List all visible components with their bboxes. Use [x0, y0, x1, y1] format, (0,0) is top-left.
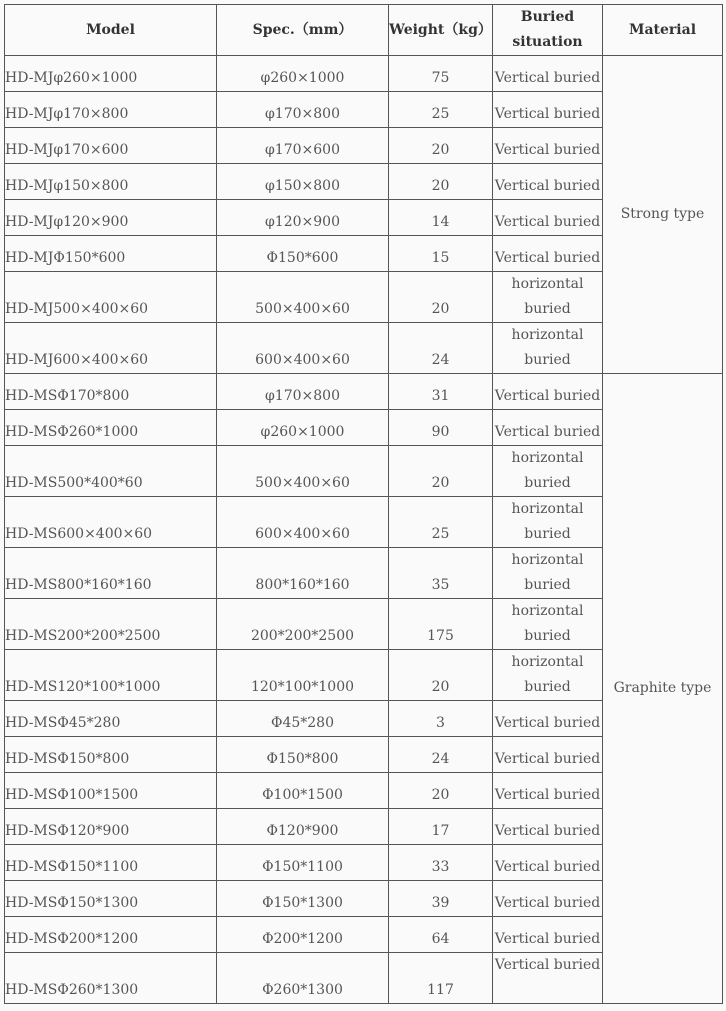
cell-model-text: HD-MJφ120×900 [5, 214, 129, 230]
cell-weight-text: 20 [431, 475, 450, 491]
cell-model [5, 809, 217, 845]
cell-model [5, 323, 217, 374]
cell-model-text: HD-MSΦ150*1100 [5, 859, 139, 875]
cell-buried-text: Vertical buried [494, 250, 601, 266]
cell-model [5, 410, 217, 446]
cell-spec [217, 599, 389, 650]
cell-weight [389, 410, 493, 446]
cell-model [5, 92, 217, 128]
cell-model [5, 497, 217, 548]
cell-buried [493, 737, 603, 773]
cell-buried-text: Vertical buried [494, 715, 601, 731]
cell-buried [493, 953, 603, 1004]
cell-buried-text: Vertical buried [494, 787, 601, 803]
cell-spec [217, 548, 389, 599]
cell-buried-text: Vertical buried [494, 859, 601, 875]
cell-buried-text: horizontal buried [511, 603, 584, 644]
cell-spec-text: φ150×800 [265, 178, 340, 194]
cell-spec [217, 446, 389, 497]
cell-spec [217, 917, 389, 953]
cell-weight [389, 809, 493, 845]
header-weight: Weight（kg） [389, 5, 493, 56]
cell-weight [389, 953, 493, 1004]
cell-weight-text: 14 [431, 214, 450, 230]
cell-weight-text: 35 [431, 577, 450, 593]
cell-buried [493, 845, 603, 881]
cell-buried-text: horizontal buried [511, 450, 584, 491]
cell-weight [389, 497, 493, 548]
header-material: Material [603, 5, 723, 56]
cell-buried-text: Vertical buried [494, 931, 601, 947]
cell-spec [217, 323, 389, 374]
cell-spec-text: 600×400×60 [255, 352, 350, 368]
cell-buried [493, 56, 603, 92]
cell-buried [493, 272, 603, 323]
cell-spec [217, 497, 389, 548]
cell-buried-text: horizontal buried [511, 276, 584, 317]
cell-spec [217, 773, 389, 809]
cell-weight [389, 128, 493, 164]
cell-model [5, 446, 217, 497]
cell-model [5, 917, 217, 953]
cell-model [5, 200, 217, 236]
cell-spec-text: Φ150*1300 [262, 895, 343, 911]
cell-model [5, 599, 217, 650]
cell-weight [389, 200, 493, 236]
cell-weight [389, 92, 493, 128]
cell-model-text: HD-MJΦ150*600 [5, 250, 126, 266]
cell-weight [389, 917, 493, 953]
cell-buried-text: Vertical buried [494, 424, 601, 440]
cell-buried [493, 809, 603, 845]
cell-spec [217, 737, 389, 773]
table-row [5, 374, 723, 410]
cell-weight [389, 773, 493, 809]
cell-buried [493, 773, 603, 809]
cell-material-graphite: Graphite type [603, 374, 723, 1004]
cell-spec-text: φ260×1000 [260, 70, 345, 86]
cell-spec [217, 92, 389, 128]
cell-spec-text: Φ150*600 [266, 250, 339, 266]
cell-model [5, 374, 217, 410]
cell-model-text: HD-MSΦ150*1300 [5, 895, 139, 911]
cell-spec [217, 410, 389, 446]
cell-weight-text: 24 [431, 751, 450, 767]
cell-model-text: HD-MS600×400×60 [5, 526, 153, 542]
cell-model-text: HD-MJφ170×600 [5, 142, 129, 158]
cell-model [5, 881, 217, 917]
cell-weight [389, 374, 493, 410]
cell-weight-text: 20 [431, 301, 450, 317]
cell-buried [493, 701, 603, 737]
cell-buried-text: Vertical buried [494, 178, 601, 194]
cell-buried [493, 446, 603, 497]
cell-weight [389, 272, 493, 323]
cell-material-strong: Strong type [603, 56, 723, 374]
cell-weight-text: 20 [431, 679, 450, 695]
cell-weight-text: 31 [431, 388, 450, 404]
cell-model-text: HD-MSΦ100*1500 [5, 787, 139, 803]
cell-model [5, 650, 217, 701]
cell-model [5, 737, 217, 773]
cell-weight [389, 548, 493, 599]
cell-buried [493, 92, 603, 128]
cell-spec-text: Φ150*800 [266, 751, 339, 767]
cell-weight-text: 24 [431, 352, 450, 368]
cell-buried-text: Vertical buried [494, 142, 601, 158]
cell-weight-text: 39 [431, 895, 450, 911]
cell-buried [493, 650, 603, 701]
cell-buried-text: horizontal buried [511, 327, 584, 368]
cell-weight [389, 737, 493, 773]
cell-model-text: HD-MSΦ260*1300 [5, 982, 139, 998]
cell-model-text: HD-MJ500×400×60 [5, 301, 149, 317]
cell-model-text: HD-MSΦ170*800 [5, 388, 130, 404]
cell-spec-text: φ170×600 [265, 142, 340, 158]
cell-spec [217, 650, 389, 701]
cell-model-text: HD-MS120*100*1000 [5, 679, 161, 695]
cell-spec-text: Φ200*1200 [262, 931, 343, 947]
cell-spec-text: Φ100*1500 [262, 787, 343, 803]
cell-model-text: HD-MJφ170×800 [5, 106, 129, 122]
cell-model-text: HD-MSΦ200*1200 [5, 931, 139, 947]
cell-weight [389, 236, 493, 272]
cell-weight-text: 20 [431, 142, 450, 158]
table-row [5, 56, 723, 92]
cell-buried-text: Vertical buried [494, 823, 601, 839]
cell-buried-text: Vertical buried [494, 895, 601, 911]
cell-spec [217, 809, 389, 845]
cell-model [5, 272, 217, 323]
cell-spec-text: φ120×900 [265, 214, 340, 230]
cell-buried-text: Vertical buried [494, 106, 601, 122]
cell-model [5, 164, 217, 200]
cell-spec-text: 500×400×60 [255, 301, 350, 317]
cell-weight-text: 33 [431, 859, 450, 875]
cell-buried [493, 497, 603, 548]
cell-model [5, 236, 217, 272]
cell-weight [389, 701, 493, 737]
cell-spec [217, 701, 389, 737]
cell-spec-text: 120*100*1000 [250, 679, 355, 695]
cell-weight-text: 25 [431, 106, 450, 122]
cell-buried [493, 410, 603, 446]
cell-buried [493, 599, 603, 650]
cell-buried-text: Vertical buried [494, 751, 601, 767]
cell-spec [217, 56, 389, 92]
cell-weight [389, 650, 493, 701]
header-row [5, 5, 723, 56]
cell-weight-text: 175 [427, 628, 454, 644]
cell-buried [493, 128, 603, 164]
cell-spec-text: Φ150*1100 [262, 859, 343, 875]
cell-model [5, 548, 217, 599]
cell-model-text: HD-MS500*400*60 [5, 475, 143, 491]
cell-model-text: HD-MJφ150×800 [5, 178, 129, 194]
cell-spec-text: Φ260*1300 [262, 982, 343, 998]
cell-spec-text: 800*160*160 [255, 577, 350, 593]
cell-spec [217, 881, 389, 917]
cell-spec-text: 600×400×60 [255, 526, 350, 542]
cell-model-text: HD-MJφ260×1000 [5, 70, 138, 86]
cell-buried-text: Vertical buried [494, 214, 601, 230]
product-spec-table [4, 4, 723, 1004]
cell-weight-text: 3 [436, 715, 445, 731]
cell-weight-text: 25 [431, 526, 450, 542]
cell-model-text: HD-MSΦ120*900 [5, 823, 130, 839]
cell-model-text: HD-MSΦ150*800 [5, 751, 130, 767]
cell-model-text: HD-MSΦ45*280 [5, 715, 121, 731]
cell-spec [217, 845, 389, 881]
cell-model-text: HD-MSΦ260*1000 [5, 424, 139, 440]
cell-weight [389, 881, 493, 917]
cell-weight-text: 64 [431, 931, 450, 947]
cell-spec-text: 500×400×60 [255, 475, 350, 491]
cell-buried [493, 917, 603, 953]
cell-spec [217, 200, 389, 236]
cell-buried [493, 548, 603, 599]
cell-spec [217, 164, 389, 200]
cell-spec-text: φ170×800 [265, 106, 340, 122]
cell-spec-text: φ170×800 [265, 388, 340, 404]
cell-model-text: HD-MJ600×400×60 [5, 352, 149, 368]
cell-weight-text: 90 [431, 424, 450, 440]
cell-weight [389, 323, 493, 374]
cell-spec [217, 374, 389, 410]
cell-buried-text: Vertical buried [494, 957, 601, 973]
header-spec: Spec.（mm） [217, 5, 389, 56]
cell-weight [389, 599, 493, 650]
cell-buried-text: Vertical buried [494, 388, 601, 404]
header-buried: Buried situation [493, 5, 603, 56]
cell-model [5, 953, 217, 1004]
cell-buried [493, 881, 603, 917]
cell-buried [493, 323, 603, 374]
cell-buried-text: horizontal buried [511, 552, 584, 593]
cell-spec-text: φ260×1000 [260, 424, 345, 440]
cell-buried [493, 200, 603, 236]
cell-spec [217, 128, 389, 164]
cell-weight-text: 117 [427, 982, 454, 998]
cell-weight-text: 15 [431, 250, 450, 266]
header-model: Model [5, 5, 217, 56]
cell-weight [389, 845, 493, 881]
table-body [5, 56, 723, 1004]
cell-weight [389, 164, 493, 200]
cell-buried [493, 236, 603, 272]
cell-model-text: HD-MS200*200*2500 [5, 628, 161, 644]
cell-buried-text: horizontal buried [511, 654, 584, 695]
cell-weight [389, 446, 493, 497]
cell-spec-text: 200*200*2500 [250, 628, 355, 644]
cell-weight-text: 75 [431, 70, 450, 86]
cell-spec-text: Φ45*280 [270, 715, 334, 731]
cell-buried [493, 374, 603, 410]
cell-buried-text: Vertical buried [494, 70, 601, 86]
cell-buried [493, 164, 603, 200]
cell-weight-text: 17 [431, 823, 450, 839]
cell-weight-text: 20 [431, 787, 450, 803]
cell-buried-text: horizontal buried [511, 501, 584, 542]
cell-model-text: HD-MS800*160*160 [5, 577, 152, 593]
cell-spec [217, 272, 389, 323]
cell-model [5, 128, 217, 164]
cell-model [5, 845, 217, 881]
cell-spec [217, 953, 389, 1004]
cell-model [5, 701, 217, 737]
cell-model [5, 56, 217, 92]
cell-model [5, 773, 217, 809]
cell-weight [389, 56, 493, 92]
cell-spec [217, 236, 389, 272]
cell-weight-text: 20 [431, 178, 450, 194]
cell-spec-text: Φ120*900 [266, 823, 339, 839]
